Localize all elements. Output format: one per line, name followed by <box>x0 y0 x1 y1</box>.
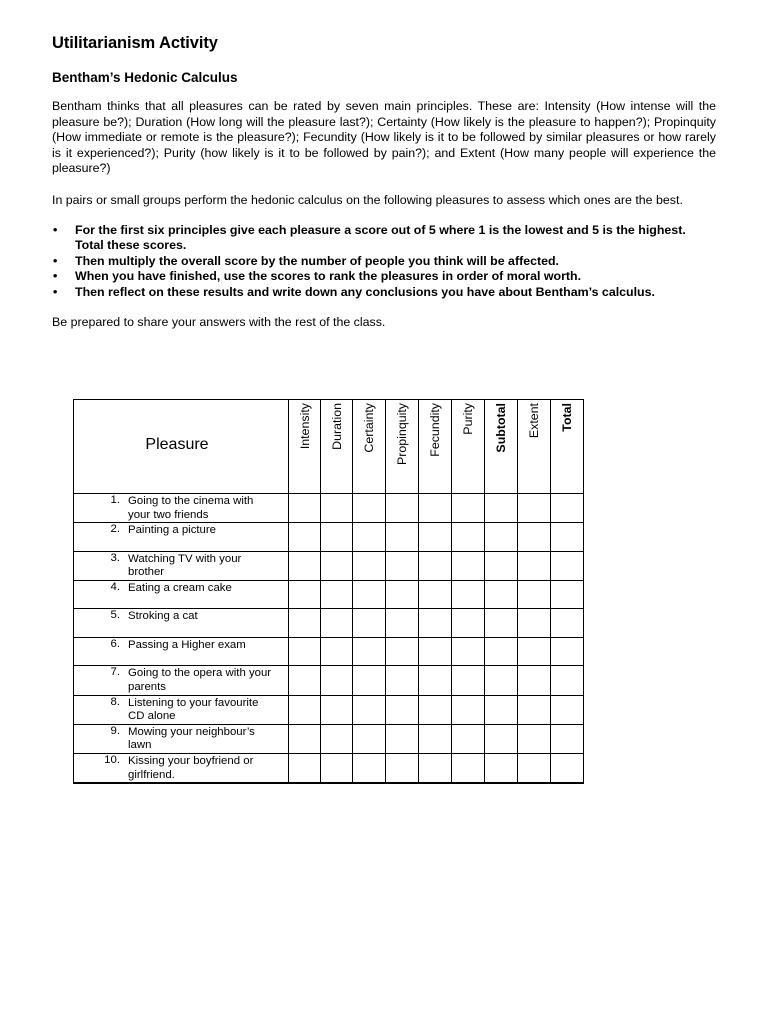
hedonic-calculus-table <box>73 399 584 784</box>
pleasure-cell <box>74 753 289 783</box>
score-cell-intensity[interactable] <box>289 609 321 638</box>
score-cell-subtotal[interactable] <box>485 551 518 580</box>
score-cell-total[interactable] <box>551 580 584 609</box>
pleasure-label: Watching TV with your brother <box>128 552 242 579</box>
table-header-row <box>74 400 584 494</box>
score-cell-subtotal[interactable] <box>485 724 518 753</box>
score-cell-fecundity[interactable] <box>419 580 452 609</box>
score-cell-duration[interactable] <box>321 753 353 783</box>
score-cell-duration[interactable] <box>321 724 353 753</box>
score-cell-certainty[interactable] <box>353 695 386 724</box>
score-cell-subtotal[interactable] <box>485 753 518 783</box>
score-cell-extent[interactable] <box>518 753 551 783</box>
score-cell-fecundity[interactable] <box>419 637 452 666</box>
pleasure-cell <box>74 551 289 580</box>
score-cell-subtotal[interactable] <box>485 666 518 695</box>
column-header-duration: Duration <box>321 400 353 494</box>
score-cell-propinquity[interactable] <box>386 666 419 695</box>
score-cell-total[interactable] <box>551 494 584 523</box>
column-header-intensity: Intensity <box>289 400 321 494</box>
score-cell-propinquity[interactable] <box>386 494 419 523</box>
score-cell-fecundity[interactable] <box>419 666 452 695</box>
score-cell-intensity[interactable] <box>289 724 321 753</box>
score-cell-propinquity[interactable] <box>386 609 419 638</box>
score-cell-duration[interactable] <box>321 523 353 552</box>
score-cell-propinquity[interactable] <box>386 551 419 580</box>
column-header-total: Total <box>551 400 584 494</box>
instruction-item: • Then reflect on these results and write down any conclusions you have about Bentham’s calculus. <box>75 285 716 301</box>
instruction-item: • When you have finished, use the scores to rank the pleasures in order of moral worth. <box>75 269 716 285</box>
score-cell-subtotal[interactable] <box>485 637 518 666</box>
score-cell-total[interactable] <box>551 637 584 666</box>
table-body <box>74 494 584 784</box>
score-cell-duration[interactable] <box>321 666 353 695</box>
score-cell-subtotal[interactable] <box>485 609 518 638</box>
score-cell-extent[interactable] <box>518 551 551 580</box>
score-cell-certainty[interactable] <box>353 637 386 666</box>
pleasure-column-header: Pleasure <box>74 400 289 494</box>
score-cell-duration[interactable] <box>321 637 353 666</box>
column-header-certainty: Certainty <box>353 400 386 494</box>
score-cell-purity[interactable] <box>452 523 485 552</box>
score-cell-extent[interactable] <box>518 494 551 523</box>
score-cell-fecundity[interactable] <box>419 494 452 523</box>
pleasure-cell <box>74 494 289 523</box>
table-row <box>74 753 584 783</box>
score-cell-total[interactable] <box>551 753 584 783</box>
score-cell-certainty[interactable] <box>353 494 386 523</box>
table-row <box>74 551 584 580</box>
score-cell-subtotal[interactable] <box>485 523 518 552</box>
score-cell-purity[interactable] <box>452 551 485 580</box>
score-cell-extent[interactable] <box>518 724 551 753</box>
score-cell-certainty[interactable] <box>353 666 386 695</box>
score-cell-intensity[interactable] <box>289 637 321 666</box>
pleasure-label: Listening to your favourite CD alone <box>128 696 259 723</box>
closing-paragraph: Be prepared to share your answers with the rest of the class. <box>52 314 386 329</box>
score-cell-certainty[interactable] <box>353 609 386 638</box>
column-header-subtotal: Subtotal <box>485 400 518 494</box>
score-cell-subtotal[interactable] <box>485 494 518 523</box>
pleasure-number: 5. <box>110 609 120 622</box>
pleasure-number: 9. <box>110 724 120 737</box>
score-cell-intensity[interactable] <box>289 695 321 724</box>
score-cell-extent[interactable] <box>518 609 551 638</box>
table-row <box>74 724 584 753</box>
pleasure-number: 2. <box>110 523 120 536</box>
score-cell-certainty[interactable] <box>353 523 386 552</box>
table-row <box>74 637 584 666</box>
score-cell-certainty[interactable] <box>353 551 386 580</box>
score-cell-intensity[interactable] <box>289 523 321 552</box>
score-cell-purity[interactable] <box>452 494 485 523</box>
pleasure-cell <box>74 609 289 638</box>
task-paragraph: In pairs or small groups perform the hedonic calculus on the following pleasures to assess which ones are the best. <box>52 192 683 207</box>
score-cell-intensity[interactable] <box>289 580 321 609</box>
score-cell-propinquity[interactable] <box>386 753 419 783</box>
score-cell-purity[interactable] <box>452 637 485 666</box>
score-cell-fecundity[interactable] <box>419 609 452 638</box>
instruction-list <box>52 223 716 301</box>
score-cell-intensity[interactable] <box>289 494 321 523</box>
score-cell-duration[interactable] <box>321 551 353 580</box>
score-cell-total[interactable] <box>551 551 584 580</box>
pleasure-number: 6. <box>110 637 120 650</box>
column-header-fecundity: Fecundity <box>419 400 452 494</box>
pleasure-cell <box>74 637 289 666</box>
pleasure-cell <box>74 666 289 695</box>
score-cell-fecundity[interactable] <box>419 695 452 724</box>
score-cell-fecundity[interactable] <box>419 523 452 552</box>
score-cell-purity[interactable] <box>452 695 485 724</box>
score-cell-extent[interactable] <box>518 637 551 666</box>
score-cell-extent[interactable] <box>518 695 551 724</box>
score-cell-propinquity[interactable] <box>386 637 419 666</box>
pleasure-label: Eating a cream cake <box>128 581 232 594</box>
score-cell-fecundity[interactable] <box>419 753 452 783</box>
score-cell-intensity[interactable] <box>289 551 321 580</box>
pleasure-cell <box>74 724 289 753</box>
score-cell-extent[interactable] <box>518 580 551 609</box>
score-cell-purity[interactable] <box>452 580 485 609</box>
score-cell-total[interactable] <box>551 724 584 753</box>
instruction-item: • Then multiply the overall score by the number of people you think will be affected. <box>75 254 716 270</box>
table-row <box>74 609 584 638</box>
score-cell-intensity[interactable] <box>289 753 321 783</box>
pleasure-label: Going to the cinema with your two friends <box>128 495 254 521</box>
score-cell-total[interactable] <box>551 695 584 724</box>
score-cell-purity[interactable] <box>452 666 485 695</box>
pleasure-label: Going to the opera with your parents <box>128 667 272 693</box>
pleasure-cell <box>74 580 289 609</box>
table-row <box>74 523 584 552</box>
pleasure-number: 10. <box>104 753 120 766</box>
column-header-purity: Purity <box>452 400 485 494</box>
score-cell-duration[interactable] <box>321 609 353 638</box>
document-title: Utilitarianism Activity <box>52 34 218 52</box>
pleasure-number: 7. <box>110 666 120 679</box>
pleasure-number: 4. <box>110 580 120 593</box>
score-cell-total[interactable] <box>551 523 584 552</box>
pleasure-label: Mowing your neighbour’s lawn <box>128 725 255 752</box>
document-subtitle: Bentham’s Hedonic Calculus <box>52 70 238 85</box>
score-cell-extent[interactable] <box>518 523 551 552</box>
score-cell-propinquity[interactable] <box>386 523 419 552</box>
instruction-item: • For the first six principles give each pleasure a score out of 5 where 1 is the lowest and 5 is the highest. Total these scores. <box>75 223 716 254</box>
pleasure-label: Stroking a cat <box>128 610 198 623</box>
score-cell-purity[interactable] <box>452 753 485 783</box>
score-cell-propinquity[interactable] <box>386 580 419 609</box>
score-cell-total[interactable] <box>551 609 584 638</box>
pleasure-label: Passing a Higher exam <box>128 638 246 651</box>
score-cell-purity[interactable] <box>452 609 485 638</box>
table-row <box>74 580 584 609</box>
score-cell-duration[interactable] <box>321 494 353 523</box>
score-cell-propinquity[interactable] <box>386 695 419 724</box>
pleasure-label: Painting a picture <box>128 524 217 537</box>
pleasure-number: 8. <box>110 695 120 708</box>
score-cell-purity[interactable] <box>452 724 485 753</box>
score-cell-total[interactable] <box>551 666 584 695</box>
document-page <box>52 34 716 330</box>
pleasure-cell <box>74 523 289 552</box>
column-header-extent: Extent <box>518 400 551 494</box>
table-row <box>74 666 584 695</box>
intro-paragraph: Bentham thinks that all pleasures can be rated by seven main principles. These are: Intensity (How intense will the pleasure be?); Duration (How long will the pleasure last?); Certainty (How likely is the pleasure to happen?); Propinquity (How immediate or remote is the pleasure?); Fecundity (How likely is it to be followed by similar pleasures or how rarely is it experienced?); Purity (how likely is it to be followed by pain?); and Extent (How many people will experience the pleasure?) <box>52 99 716 176</box>
score-cell-subtotal[interactable] <box>485 580 518 609</box>
score-cell-fecundity[interactable] <box>419 724 452 753</box>
score-cell-certainty[interactable] <box>353 753 386 783</box>
pleasure-number: 1. <box>110 494 120 506</box>
pleasure-label: Kissing your boyfriend or girlfriend. <box>128 754 254 781</box>
score-cell-extent[interactable] <box>518 666 551 695</box>
score-cell-duration[interactable] <box>321 695 353 724</box>
score-cell-certainty[interactable] <box>353 724 386 753</box>
column-header-propinquity: Propinquity <box>386 400 419 494</box>
score-cell-certainty[interactable] <box>353 580 386 609</box>
table-row <box>74 494 584 523</box>
score-cell-intensity[interactable] <box>289 666 321 695</box>
score-cell-fecundity[interactable] <box>419 551 452 580</box>
pleasure-cell <box>74 695 289 724</box>
score-cell-propinquity[interactable] <box>386 724 419 753</box>
score-cell-subtotal[interactable] <box>485 695 518 724</box>
table-row <box>74 695 584 724</box>
score-cell-duration[interactable] <box>321 580 353 609</box>
pleasure-number: 3. <box>110 551 120 564</box>
